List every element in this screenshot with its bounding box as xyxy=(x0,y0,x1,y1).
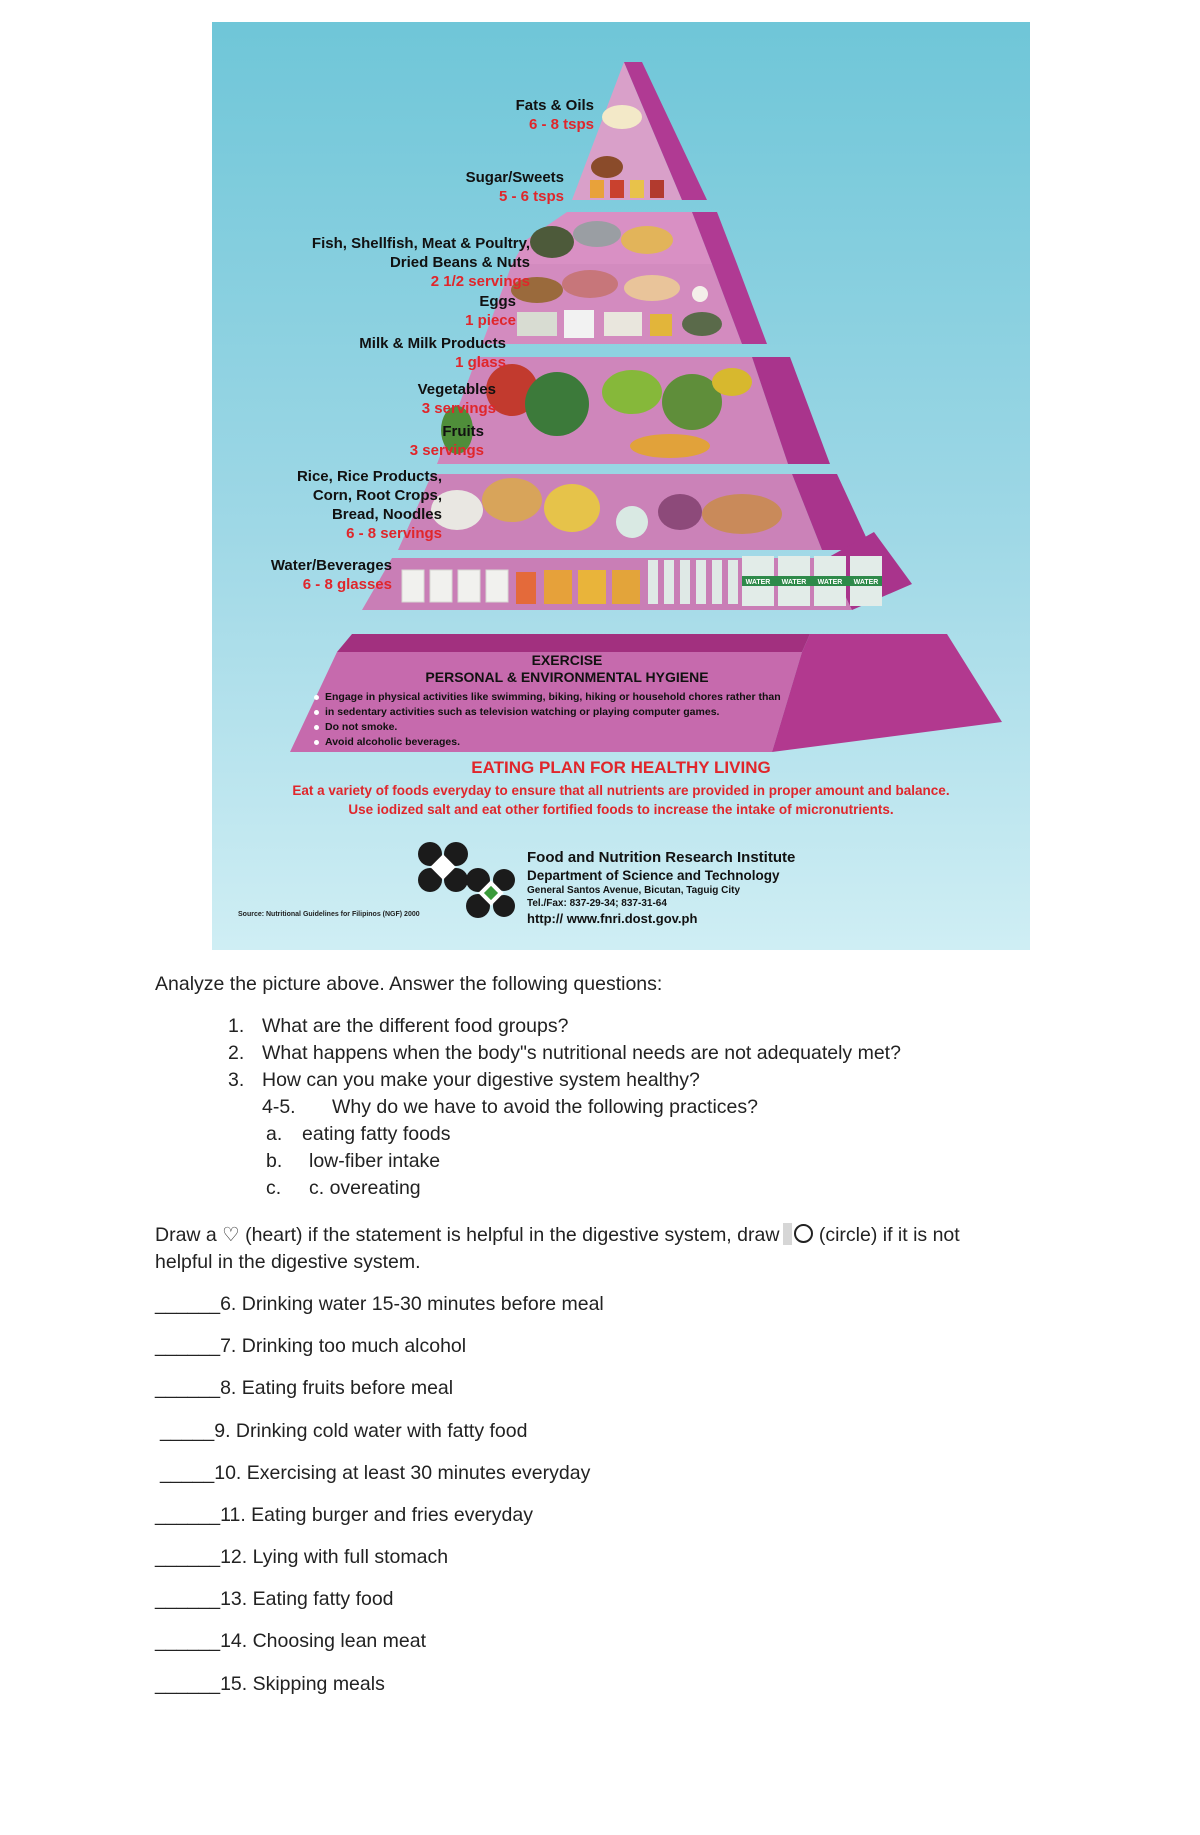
worksheet-intro: Analyze the picture above. Answer the following questions: xyxy=(155,973,663,995)
base-exercise-hygiene xyxy=(307,652,827,750)
subitem-letter: a. xyxy=(266,1123,283,1145)
subitem-a xyxy=(266,1123,451,1146)
statement-item: ______11. Eating burger and fries everyday xyxy=(155,1504,533,1526)
water-label: WATER xyxy=(745,579,771,586)
group-eggs: Eggs 1 piece xyxy=(465,293,516,329)
subitem-text: c. overeating xyxy=(309,1177,421,1199)
question-number: 1. xyxy=(228,1015,245,1037)
subitem-c xyxy=(266,1177,421,1200)
subitem-letter: b. xyxy=(266,1150,283,1172)
statement-item: _____9. Drinking cold water with fatty food xyxy=(160,1420,528,1442)
question-4-5 xyxy=(262,1096,758,1119)
question-text: What are the different food groups? xyxy=(262,1015,569,1037)
eating-plan xyxy=(212,758,1030,819)
highlight-marker xyxy=(783,1223,792,1245)
food-pyramid-poster xyxy=(212,22,1030,950)
base-heading-exercise: EXERCISE xyxy=(531,652,603,668)
poster-source: Source: Nutritional Guidelines for Filipinos (NGF) 2000 xyxy=(238,911,420,918)
statement-item: _____10. Exercising at least 30 minutes everyday xyxy=(160,1462,591,1484)
instruction-line-2: helpful in the digestive system. xyxy=(155,1251,421,1273)
instruction-line-1 xyxy=(155,1223,960,1247)
institute-dept: Department of Science and Technology xyxy=(527,868,780,883)
base-heading-hygiene: PERSONAL & ENVIRONMENTAL HYGIENE xyxy=(425,669,709,685)
base-bullet: Avoid alcoholic beverages. xyxy=(325,735,827,750)
base-bullet: Engage in physical activities like swimming, biking, hiking or household chores rather than xyxy=(325,690,827,705)
question-text: How can you make your digestive system healthy? xyxy=(262,1069,700,1091)
question-number: 3. xyxy=(228,1069,245,1091)
group-rice-bread: Rice, Rice Products, Corn, Root Crops, Bread, Noodles 6 - 8 servings xyxy=(296,468,442,542)
water-label: WATER xyxy=(853,579,879,586)
subitem-letter: c. xyxy=(266,1177,282,1199)
base-slab-edge xyxy=(337,634,810,652)
question-2 xyxy=(228,1042,901,1065)
group-fish-meat: Fish, Shellfish, Meat & Poultry, Dried Beans & Nuts 2 1/2 servings xyxy=(311,235,530,290)
statement-item: ______14. Choosing lean meat xyxy=(155,1630,427,1652)
water-glasses xyxy=(402,570,640,604)
base-bullets xyxy=(307,690,827,750)
statement-item: ______7. Drinking too much alcohol xyxy=(155,1335,467,1357)
circle-icon xyxy=(794,1224,813,1243)
question-number: 2. xyxy=(228,1042,245,1064)
institute-url: http:// www.fnri.dost.gov.ph xyxy=(527,911,698,926)
institute-name: Food and Nutrition Research Institute xyxy=(527,849,796,866)
statement-item: ______12. Lying with full stomach xyxy=(155,1546,449,1568)
eating-plan-line: Use iodized salt and eat other fortified foods to increase the intake of micronutrients. xyxy=(348,802,894,817)
group-water: Water/Beverages 6 - 8 glasses xyxy=(270,557,392,593)
question-3 xyxy=(228,1069,700,1092)
institute-address: General Santos Avenue, Bicutan, Taguig City xyxy=(527,885,741,896)
question-text: Why do we have to avoid the following practices? xyxy=(332,1096,758,1118)
group-milk: Milk & Milk Products 1 glass xyxy=(359,335,506,371)
question-1 xyxy=(228,1015,568,1038)
eating-plan-line: Eat a variety of foods everyday to ensure that all nutrients are provided in proper amount and balance. xyxy=(292,783,950,798)
statement-item: ______6. Drinking water 15-30 minutes before meal xyxy=(155,1293,604,1315)
eating-plan-title: EATING PLAN FOR HEALTHY LIVING xyxy=(471,758,771,777)
group-fats-oils: Fats & Oils 6 - 8 tsps xyxy=(515,97,594,133)
water-label: WATER xyxy=(781,579,807,586)
base-bullet-continued: in sedentary activities such as television watching or playing computer games. xyxy=(325,705,827,720)
question-number: 4-5. xyxy=(262,1096,296,1118)
statement-item: ______13. Eating fatty food xyxy=(155,1588,394,1610)
subitem-b xyxy=(266,1150,440,1173)
subitem-text: eating fatty foods xyxy=(302,1123,451,1145)
instruction-text: (circle) if it is not xyxy=(818,1224,960,1246)
base-bullet: Do not smoke. xyxy=(325,720,827,735)
group-vegetables: Vegetables 3 servings xyxy=(417,381,496,417)
group-sugar-sweets: Sugar/Sweets 5 - 6 tsps xyxy=(465,169,564,205)
statement-item: ______15. Skipping meals xyxy=(155,1673,385,1695)
water-label: WATER xyxy=(817,579,843,586)
statement-item: ______8. Eating fruits before meal xyxy=(155,1377,454,1399)
fnri-logo-icon xyxy=(416,840,516,920)
institute-block xyxy=(527,848,795,928)
group-fruits: Fruits 3 servings xyxy=(409,423,484,459)
instruction-text: Draw a ♡ (heart) if the statement is helpful in the digestive system, draw xyxy=(155,1224,780,1246)
question-text: What happens when the body"s nutritional needs are not adequately met? xyxy=(262,1042,901,1064)
subitem-text: low-fiber intake xyxy=(309,1150,441,1172)
institute-tel: Tel./Fax: 837-29-34; 837-31-64 xyxy=(527,898,667,909)
